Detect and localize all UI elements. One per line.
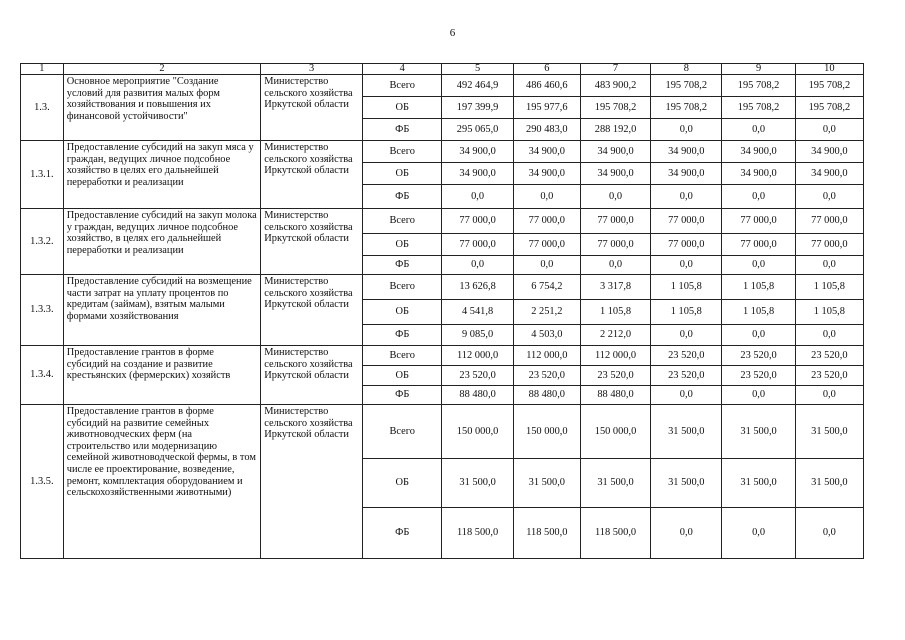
- amount-cell: 31 500,0: [722, 459, 795, 508]
- funding-source: ФБ: [363, 386, 442, 405]
- executor-name: Министерство сельского хозяйства Иркутской области: [261, 346, 363, 405]
- executor-name: Министерство сельского хозяйства Иркутской области: [261, 75, 363, 141]
- amount-cell: 0,0: [795, 119, 863, 141]
- amount-cell: 1 105,8: [580, 300, 650, 325]
- amount-cell: 6 754,2: [513, 275, 580, 300]
- amount-cell: 77 000,0: [513, 209, 580, 234]
- table-row: [21, 209, 864, 234]
- budget-table: [20, 63, 864, 559]
- table-row: [21, 141, 864, 163]
- table-row: [21, 346, 864, 366]
- amount-cell: 34 900,0: [513, 141, 580, 163]
- header-row: [21, 64, 864, 75]
- header-cell: 10: [795, 64, 863, 75]
- amount-cell: 1 105,8: [795, 300, 863, 325]
- amount-cell: 288 192,0: [580, 119, 650, 141]
- funding-source: ОБ: [363, 366, 442, 386]
- amount-cell: 34 900,0: [795, 141, 863, 163]
- header-cell: 3: [261, 64, 363, 75]
- amount-cell: 77 000,0: [651, 209, 722, 234]
- funding-source: ФБ: [363, 256, 442, 275]
- amount-cell: 0,0: [722, 119, 795, 141]
- amount-cell: 0,0: [513, 185, 580, 209]
- amount-cell: 0,0: [795, 386, 863, 405]
- amount-cell: 34 900,0: [580, 141, 650, 163]
- amount-cell: 0,0: [651, 325, 722, 346]
- funding-source: ФБ: [363, 508, 442, 559]
- header-cell: 4: [363, 64, 442, 75]
- funding-source: Всего: [363, 275, 442, 300]
- amount-cell: 0,0: [651, 185, 722, 209]
- amount-cell: 0,0: [795, 256, 863, 275]
- amount-cell: 0,0: [795, 185, 863, 209]
- amount-cell: 112 000,0: [442, 346, 513, 366]
- header-cell: 6: [513, 64, 580, 75]
- header-cell: 2: [63, 64, 261, 75]
- amount-cell: 4 503,0: [513, 325, 580, 346]
- amount-cell: 23 520,0: [513, 366, 580, 386]
- amount-cell: 483 900,2: [580, 75, 650, 97]
- amount-cell: 34 900,0: [722, 141, 795, 163]
- page-number: 6: [449, 27, 456, 39]
- amount-cell: 34 900,0: [442, 163, 513, 185]
- activity-name: Основное мероприятие "Создание условий для развития малых форм хозяйствования и повышения их финансовой устойчивости": [63, 75, 261, 141]
- amount-cell: 88 480,0: [513, 386, 580, 405]
- amount-cell: 34 900,0: [651, 163, 722, 185]
- amount-cell: 31 500,0: [651, 459, 722, 508]
- executor-name: Министерство сельского хозяйства Иркутской области: [261, 209, 363, 275]
- amount-cell: 4 541,8: [442, 300, 513, 325]
- amount-cell: 1 105,8: [651, 275, 722, 300]
- amount-cell: 0,0: [513, 256, 580, 275]
- amount-cell: 0,0: [442, 185, 513, 209]
- amount-cell: 31 500,0: [795, 459, 863, 508]
- amount-cell: 77 000,0: [722, 234, 795, 256]
- amount-cell: 77 000,0: [795, 234, 863, 256]
- amount-cell: 3 317,8: [580, 275, 650, 300]
- funding-source: Всего: [363, 75, 442, 97]
- amount-cell: 195 708,2: [651, 97, 722, 119]
- amount-cell: 195 708,2: [795, 75, 863, 97]
- amount-cell: 118 500,0: [580, 508, 650, 559]
- amount-cell: 23 520,0: [722, 366, 795, 386]
- amount-cell: 112 000,0: [580, 346, 650, 366]
- amount-cell: 195 708,2: [795, 97, 863, 119]
- amount-cell: 150 000,0: [442, 405, 513, 459]
- funding-source: ФБ: [363, 119, 442, 141]
- amount-cell: 0,0: [722, 386, 795, 405]
- amount-cell: 0,0: [795, 508, 863, 559]
- amount-cell: 0,0: [722, 256, 795, 275]
- amount-cell: 34 900,0: [722, 163, 795, 185]
- amount-cell: 1 105,8: [722, 300, 795, 325]
- amount-cell: 1 105,8: [795, 275, 863, 300]
- table-body: [21, 75, 864, 559]
- amount-cell: 0,0: [722, 508, 795, 559]
- funding-source: ФБ: [363, 185, 442, 209]
- amount-cell: 88 480,0: [442, 386, 513, 405]
- amount-cell: 197 399,9: [442, 97, 513, 119]
- amount-cell: 118 500,0: [442, 508, 513, 559]
- amount-cell: 118 500,0: [513, 508, 580, 559]
- amount-cell: 23 520,0: [442, 366, 513, 386]
- row-number: 1.3.3.: [21, 275, 64, 346]
- amount-cell: 34 900,0: [651, 141, 722, 163]
- amount-cell: 0,0: [722, 325, 795, 346]
- amount-cell: 77 000,0: [513, 234, 580, 256]
- amount-cell: 150 000,0: [580, 405, 650, 459]
- amount-cell: 31 500,0: [795, 405, 863, 459]
- amount-cell: 195 708,2: [722, 97, 795, 119]
- amount-cell: 2 251,2: [513, 300, 580, 325]
- amount-cell: 31 500,0: [580, 459, 650, 508]
- amount-cell: 23 520,0: [795, 366, 863, 386]
- amount-cell: 195 708,2: [580, 97, 650, 119]
- funding-source: Всего: [363, 209, 442, 234]
- amount-cell: 77 000,0: [651, 234, 722, 256]
- amount-cell: 0,0: [651, 256, 722, 275]
- amount-cell: 77 000,0: [580, 209, 650, 234]
- amount-cell: 9 085,0: [442, 325, 513, 346]
- amount-cell: 150 000,0: [513, 405, 580, 459]
- amount-cell: 486 460,6: [513, 75, 580, 97]
- row-number: 1.3.4.: [21, 346, 64, 405]
- amount-cell: 1 105,8: [651, 300, 722, 325]
- funding-source: Всего: [363, 405, 442, 459]
- amount-cell: 0,0: [580, 185, 650, 209]
- amount-cell: 77 000,0: [795, 209, 863, 234]
- activity-name: Предоставление грантов в форме субсидий на развитие семейных животноводческих ферм (на строительство или модернизацию семейной животноводческой фермы, в том числе ее проектирование, возведение, ремонт, комплектация оборудованием и сельскохозяйственными животными): [63, 405, 261, 559]
- funding-source: Всего: [363, 141, 442, 163]
- executor-name: Министерство сельского хозяйства Иркутской области: [261, 405, 363, 559]
- funding-source: ОБ: [363, 97, 442, 119]
- amount-cell: 31 500,0: [722, 405, 795, 459]
- funding-source: ОБ: [363, 459, 442, 508]
- header-cell: 7: [580, 64, 650, 75]
- row-number: 1.3.: [21, 75, 64, 141]
- table-row: [21, 275, 864, 300]
- header-cell: 1: [21, 64, 64, 75]
- amount-cell: 34 900,0: [513, 163, 580, 185]
- amount-cell: 0,0: [651, 119, 722, 141]
- amount-cell: 77 000,0: [442, 209, 513, 234]
- activity-name: Предоставление грантов в форме субсидий на создание и развитие крестьянских (фермерских) хозяйств: [63, 346, 261, 405]
- amount-cell: 2 212,0: [580, 325, 650, 346]
- amount-cell: 23 520,0: [795, 346, 863, 366]
- amount-cell: 0,0: [651, 386, 722, 405]
- amount-cell: 34 900,0: [442, 141, 513, 163]
- amount-cell: 0,0: [580, 256, 650, 275]
- amount-cell: 77 000,0: [442, 234, 513, 256]
- header-cell: 5: [442, 64, 513, 75]
- row-number: 1.3.1.: [21, 141, 64, 209]
- header-cell: 8: [651, 64, 722, 75]
- amount-cell: 295 065,0: [442, 119, 513, 141]
- table-row: [21, 75, 864, 97]
- amount-cell: 112 000,0: [513, 346, 580, 366]
- amount-cell: 31 500,0: [651, 405, 722, 459]
- amount-cell: 31 500,0: [513, 459, 580, 508]
- amount-cell: 88 480,0: [580, 386, 650, 405]
- amount-cell: 23 520,0: [651, 346, 722, 366]
- funding-source: ОБ: [363, 234, 442, 256]
- amount-cell: 195 708,2: [651, 75, 722, 97]
- amount-cell: 0,0: [722, 185, 795, 209]
- amount-cell: 0,0: [795, 325, 863, 346]
- table-row: [21, 405, 864, 459]
- funding-source: ОБ: [363, 300, 442, 325]
- amount-cell: 23 520,0: [580, 366, 650, 386]
- amount-cell: 0,0: [651, 508, 722, 559]
- amount-cell: 31 500,0: [442, 459, 513, 508]
- row-number: 1.3.5.: [21, 405, 64, 559]
- amount-cell: 77 000,0: [722, 209, 795, 234]
- row-number: 1.3.2.: [21, 209, 64, 275]
- amount-cell: 34 900,0: [580, 163, 650, 185]
- activity-name: Предоставление субсидий на закуп мяса у граждан, ведущих личное подсобное хозяйство в целях его дальнейшей переработки и реализации: [63, 141, 261, 209]
- activity-name: Предоставление субсидий на закуп молока у граждан, ведущих личное подсобное хозяйство, в целях его дальнейшей переработки и реализации: [63, 209, 261, 275]
- header-cell: 9: [722, 64, 795, 75]
- amount-cell: 0,0: [442, 256, 513, 275]
- activity-name: Предоставление субсидий на возмещение части затрат на уплату процентов по кредитам (займам), взятым малыми формами хозяйствования: [63, 275, 261, 346]
- amount-cell: 290 483,0: [513, 119, 580, 141]
- funding-source: ОБ: [363, 163, 442, 185]
- funding-source: Всего: [363, 346, 442, 366]
- amount-cell: 195 977,6: [513, 97, 580, 119]
- amount-cell: 23 520,0: [651, 366, 722, 386]
- amount-cell: 77 000,0: [580, 234, 650, 256]
- amount-cell: 23 520,0: [722, 346, 795, 366]
- amount-cell: 195 708,2: [722, 75, 795, 97]
- amount-cell: 34 900,0: [795, 163, 863, 185]
- amount-cell: 492 464,9: [442, 75, 513, 97]
- executor-name: Министерство сельского хозяйства Иркутской области: [261, 275, 363, 346]
- executor-name: Министерство сельского хозяйства Иркутской области: [261, 141, 363, 209]
- amount-cell: 13 626,8: [442, 275, 513, 300]
- funding-source: ФБ: [363, 325, 442, 346]
- amount-cell: 1 105,8: [722, 275, 795, 300]
